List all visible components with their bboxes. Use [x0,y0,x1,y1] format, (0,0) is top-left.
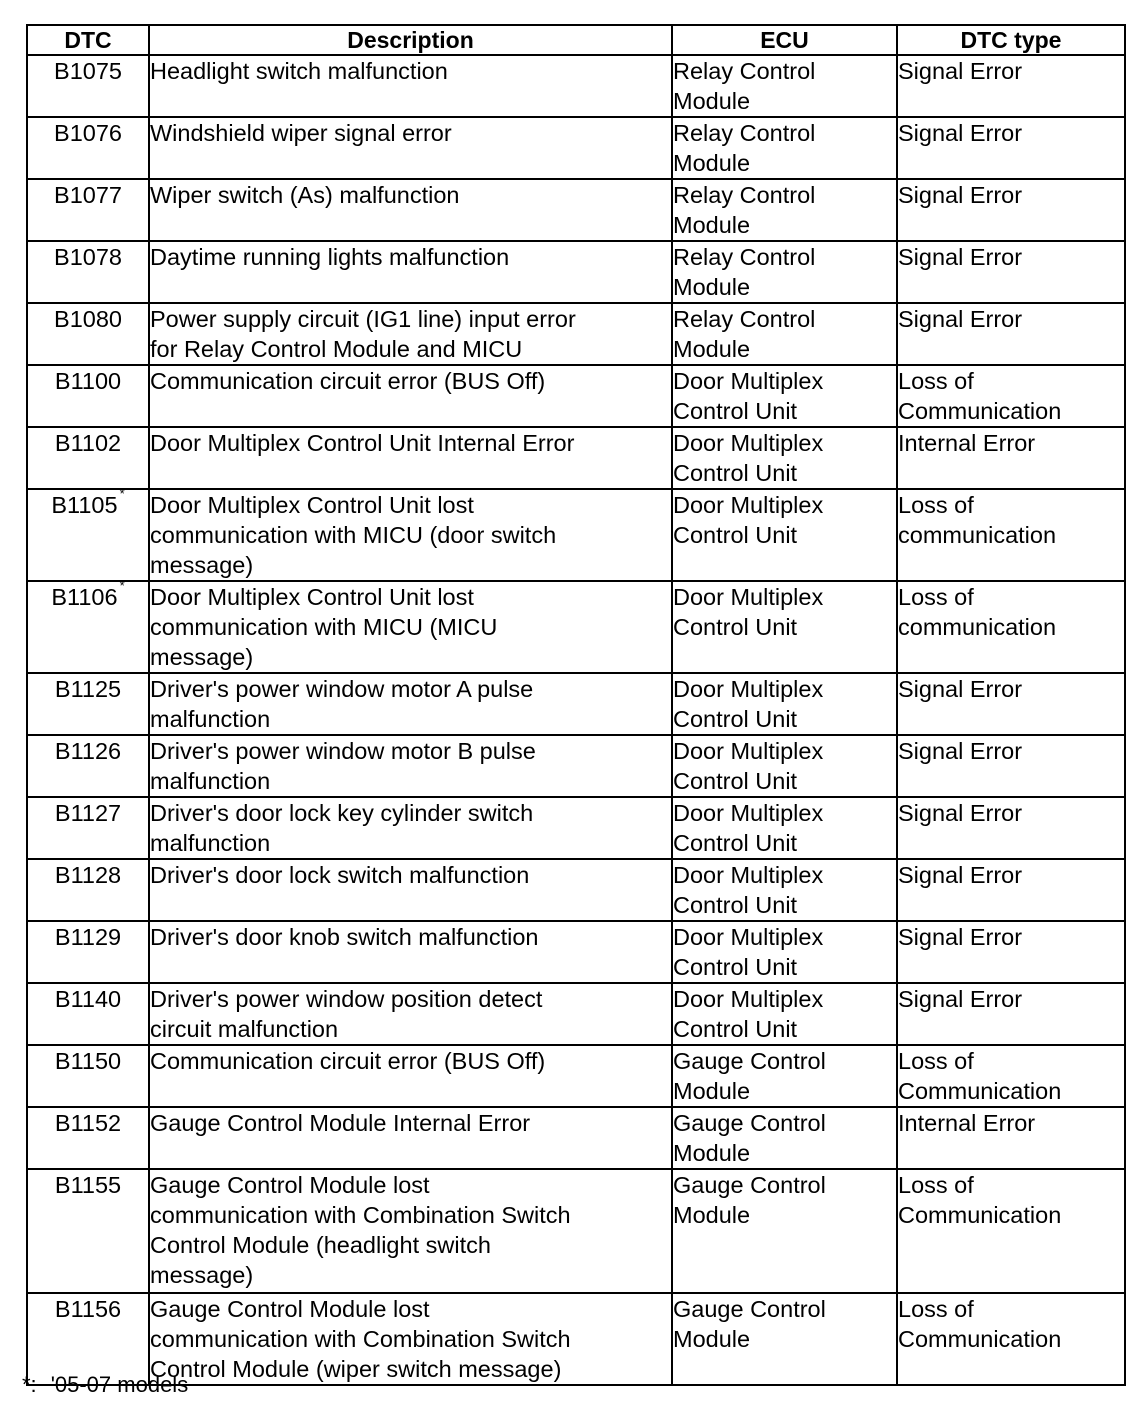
description-line: Gauge Control Module lost [150,1172,430,1198]
ecu-line: Gauge Control [673,1048,826,1074]
dtc-code: B1126 [54,738,122,764]
footnote-text: '05-07 models [50,1372,189,1397]
dtc-code: B1105 [51,492,118,518]
table-row [27,797,1125,859]
ecu-cell [672,55,897,117]
dtc-type-cell [897,1107,1125,1169]
description-line: message) [150,552,254,578]
description-line: Control Module (headlight switch [150,1232,491,1258]
dtc-code: B1077 [54,182,122,208]
table-row [27,921,1125,983]
description-line: Driver's door knob switch malfunction [150,924,539,950]
dtc-type-cell [897,983,1125,1045]
description-line: Gauge Control Module Internal Error [150,1110,531,1136]
ecu-cell [672,241,897,303]
description-line: malfunction [150,706,271,732]
header-ecu: ECU [672,25,897,55]
ecu-cell [672,859,897,921]
description-cell [149,365,672,427]
table-row [27,179,1125,241]
dtc-code-cell [27,179,149,241]
ecu-cell [672,303,897,365]
dtc-type-line: Loss of [898,492,974,518]
description-line: communication with Combination Switch [150,1326,571,1352]
table-row [27,1293,1125,1385]
description-cell [149,489,672,581]
dtc-type-line: Loss of [898,584,974,610]
dtc-code: B1100 [54,368,122,394]
dtc-type-line: Loss of [898,368,974,394]
table-row [27,365,1125,427]
description-line: communication with Combination Switch [150,1202,571,1228]
ecu-line: Control Unit [673,892,798,918]
dtc-type-cell [897,1293,1125,1385]
description-cell [149,55,672,117]
ecu-line: Control Unit [673,768,798,794]
table-row [27,673,1125,735]
dtc-code-cell [27,735,149,797]
ecu-line: Relay Control [673,244,816,270]
ecu-cell [672,581,897,673]
dtc-code: B1106 [51,584,118,610]
description-cell [149,179,672,241]
dtc-type-line: Communication [898,398,1062,424]
table-body [27,55,1125,1385]
description-cell [149,581,672,673]
description-line: Daytime running lights malfunction [150,244,510,270]
dtc-code: B1076 [54,120,122,146]
dtc-type-line: Communication [898,1078,1062,1104]
ecu-line: Door Multiplex [673,368,824,394]
table-row [27,303,1125,365]
ecu-line: Control Unit [673,706,798,732]
ecu-cell [672,1169,897,1293]
ecu-line: Relay Control [673,120,816,146]
description-cell [149,1169,672,1293]
dtc-code: B1128 [54,862,122,888]
dtc-type-line: Signal Error [898,738,1023,764]
dtc-type-line: Loss of [898,1172,974,1198]
description-cell [149,859,672,921]
ecu-line: Door Multiplex [673,862,824,888]
ecu-cell [672,673,897,735]
ecu-line: Door Multiplex [673,924,824,950]
description-line: malfunction [150,830,271,856]
ecu-line: Module [673,1202,751,1228]
dtc-code: B1129 [54,924,122,950]
description-line: malfunction [150,768,271,794]
description-line: Door Multiplex Control Unit lost [150,584,474,610]
dtc-code-cell [27,578,149,673]
dtc-type-cell [897,921,1125,983]
dtc-type-cell [897,673,1125,735]
header-dtc: DTC [27,25,149,55]
dtc-type-line: Signal Error [898,676,1023,702]
ecu-cell [672,797,897,859]
dtc-code-cell [27,486,149,581]
description-cell [149,921,672,983]
ecu-line: Control Unit [673,614,798,640]
description-cell [149,241,672,303]
description-line: Driver's door lock key cylinder switch [150,800,534,826]
table-row [27,489,1125,581]
description-line: Door Multiplex Control Unit Internal Error [150,430,575,456]
description-line: communication with MICU (MICU [150,614,498,640]
dtc-type-line: Signal Error [898,120,1023,146]
header-dtc-type: DTC type [897,25,1125,55]
description-line: communication with MICU (door switch [150,522,557,548]
dtc-type-line: communication [898,522,1057,548]
dtc-code: B1152 [54,1110,122,1136]
dtc-type-line: Signal Error [898,244,1023,270]
ecu-line: Door Multiplex [673,430,824,456]
ecu-line: Relay Control [673,306,816,332]
dtc-code-cell [27,983,149,1045]
ecu-cell [672,427,897,489]
dtc-type-line: Signal Error [898,306,1023,332]
dtc-code-cell [27,303,149,365]
dtc-code: B1155 [54,1172,122,1198]
table-row [27,735,1125,797]
dtc-type-line: Signal Error [898,58,1023,84]
ecu-line: Module [673,150,751,176]
dtc-code: B1078 [54,244,122,270]
ecu-line: Gauge Control [673,1110,826,1136]
description-line: Driver's power window position detect [150,986,543,1012]
ecu-cell [672,179,897,241]
dtc-code-cell [27,797,149,859]
description-cell [149,735,672,797]
dtc-type-line: Signal Error [898,924,1023,950]
dtc-code-cell [27,117,149,179]
dtc-type-cell [897,489,1125,581]
dtc-type-cell [897,859,1125,921]
footnote-marker: * [119,578,125,593]
footnote-marker: * [119,486,125,501]
dtc-type-line: Internal Error [898,1110,1036,1136]
ecu-line: Control Unit [673,1016,798,1042]
dtc-code-cell [27,859,149,921]
table-row [27,581,1125,673]
dtc-type-line: Signal Error [898,862,1023,888]
dtc-type-cell [897,1169,1125,1293]
table-row [27,427,1125,489]
ecu-line: Module [673,274,751,300]
description-cell [149,117,672,179]
dtc-code-cell [27,1169,149,1293]
dtc-code: B1156 [54,1296,122,1322]
dtc-type-cell [897,179,1125,241]
description-cell [149,1293,672,1385]
ecu-line: Module [673,1078,751,1104]
ecu-line: Control Unit [673,954,798,980]
description-line: Driver's power window motor A pulse [150,676,534,702]
description-line: Driver's door lock switch malfunction [150,862,530,888]
description-line: Communication circuit error (BUS Off) [150,1048,546,1074]
dtc-code-cell [27,1045,149,1107]
table-row [27,55,1125,117]
ecu-line: Gauge Control [673,1296,826,1322]
ecu-line: Control Unit [673,460,798,486]
ecu-cell [672,117,897,179]
ecu-cell [672,983,897,1045]
dtc-type-cell [897,1045,1125,1107]
description-cell [149,983,672,1045]
dtc-code-cell [27,427,149,489]
description-cell [149,673,672,735]
description-cell [149,1045,672,1107]
table-header-row [27,25,1125,55]
table-row [27,1107,1125,1169]
dtc-code-cell [27,673,149,735]
description-cell [149,303,672,365]
ecu-line: Relay Control [673,182,816,208]
dtc-type-cell [897,427,1125,489]
description-line: for Relay Control Module and MICU [150,336,523,362]
dtc-type-cell [897,241,1125,303]
ecu-cell [672,921,897,983]
footnote [22,1372,188,1398]
ecu-line: Relay Control [673,58,816,84]
description-line: message) [150,1262,254,1288]
description-line: Headlight switch malfunction [150,58,448,84]
ecu-cell [672,365,897,427]
table-row [27,983,1125,1045]
dtc-type-line: Signal Error [898,182,1023,208]
ecu-line: Door Multiplex [673,738,824,764]
ecu-line: Door Multiplex [673,492,824,518]
dtc-code: B1080 [54,306,122,332]
ecu-cell [672,1293,897,1385]
dtc-code-cell [27,365,149,427]
ecu-line: Module [673,336,751,362]
footnote-symbol: *: [22,1372,37,1397]
table-row [27,1045,1125,1107]
dtc-code: B1102 [54,430,122,456]
table-row [27,117,1125,179]
dtc-code-cell [27,241,149,303]
dtc-type-line: Signal Error [898,800,1023,826]
dtc-code: B1150 [54,1048,122,1074]
description-line: message) [150,644,254,670]
description-line: circuit malfunction [150,1016,339,1042]
ecu-cell [672,489,897,581]
ecu-line: Door Multiplex [673,676,824,702]
dtc-type-cell [897,581,1125,673]
ecu-line: Module [673,1326,751,1352]
ecu-line: Door Multiplex [673,800,824,826]
description-line: Windshield wiper signal error [150,120,452,146]
description-line: Power supply circuit (IG1 line) input error [150,306,576,332]
dtc-code: B1075 [54,58,122,84]
ecu-line: Module [673,212,751,238]
dtc-type-cell [897,303,1125,365]
ecu-line: Module [673,1140,751,1166]
dtc-type-line: Internal Error [898,430,1036,456]
ecu-line: Module [673,88,751,114]
ecu-line: Door Multiplex [673,986,824,1012]
dtc-type-line: Loss of [898,1296,974,1322]
description-line: Gauge Control Module lost [150,1296,430,1322]
dtc-type-line: communication [898,614,1057,640]
dtc-type-cell [897,735,1125,797]
description-cell [149,1107,672,1169]
dtc-type-cell [897,117,1125,179]
dtc-type-line: Loss of [898,1048,974,1074]
table-row [27,859,1125,921]
dtc-type-cell [897,55,1125,117]
description-line: Control Module (wiper switch message) [150,1356,562,1382]
ecu-line: Control Unit [673,830,798,856]
ecu-line: Gauge Control [673,1172,826,1198]
dtc-table [26,24,1126,1386]
header-description: Description [149,25,672,55]
dtc-code-cell [27,921,149,983]
dtc-type-cell [897,797,1125,859]
table-row [27,1169,1125,1293]
description-line: Door Multiplex Control Unit lost [150,492,474,518]
ecu-cell [672,1107,897,1169]
dtc-code: B1125 [54,676,122,702]
dtc-type-cell [897,365,1125,427]
ecu-cell [672,735,897,797]
description-line: Wiper switch (As) malfunction [150,182,460,208]
dtc-code-cell [27,1107,149,1169]
description-line: Driver's power window motor B pulse [150,738,536,764]
ecu-cell [672,1045,897,1107]
dtc-code: B1140 [54,986,122,1012]
dtc-code: B1127 [54,800,122,826]
dtc-type-line: Communication [898,1326,1062,1352]
ecu-line: Door Multiplex [673,584,824,610]
dtc-type-line: Signal Error [898,986,1023,1012]
description-cell [149,797,672,859]
dtc-code-cell [27,55,149,117]
table-row [27,241,1125,303]
description-line: Communication circuit error (BUS Off) [150,368,546,394]
dtc-type-line: Communication [898,1202,1062,1228]
ecu-line: Control Unit [673,522,798,548]
description-cell [149,427,672,489]
ecu-line: Control Unit [673,398,798,424]
